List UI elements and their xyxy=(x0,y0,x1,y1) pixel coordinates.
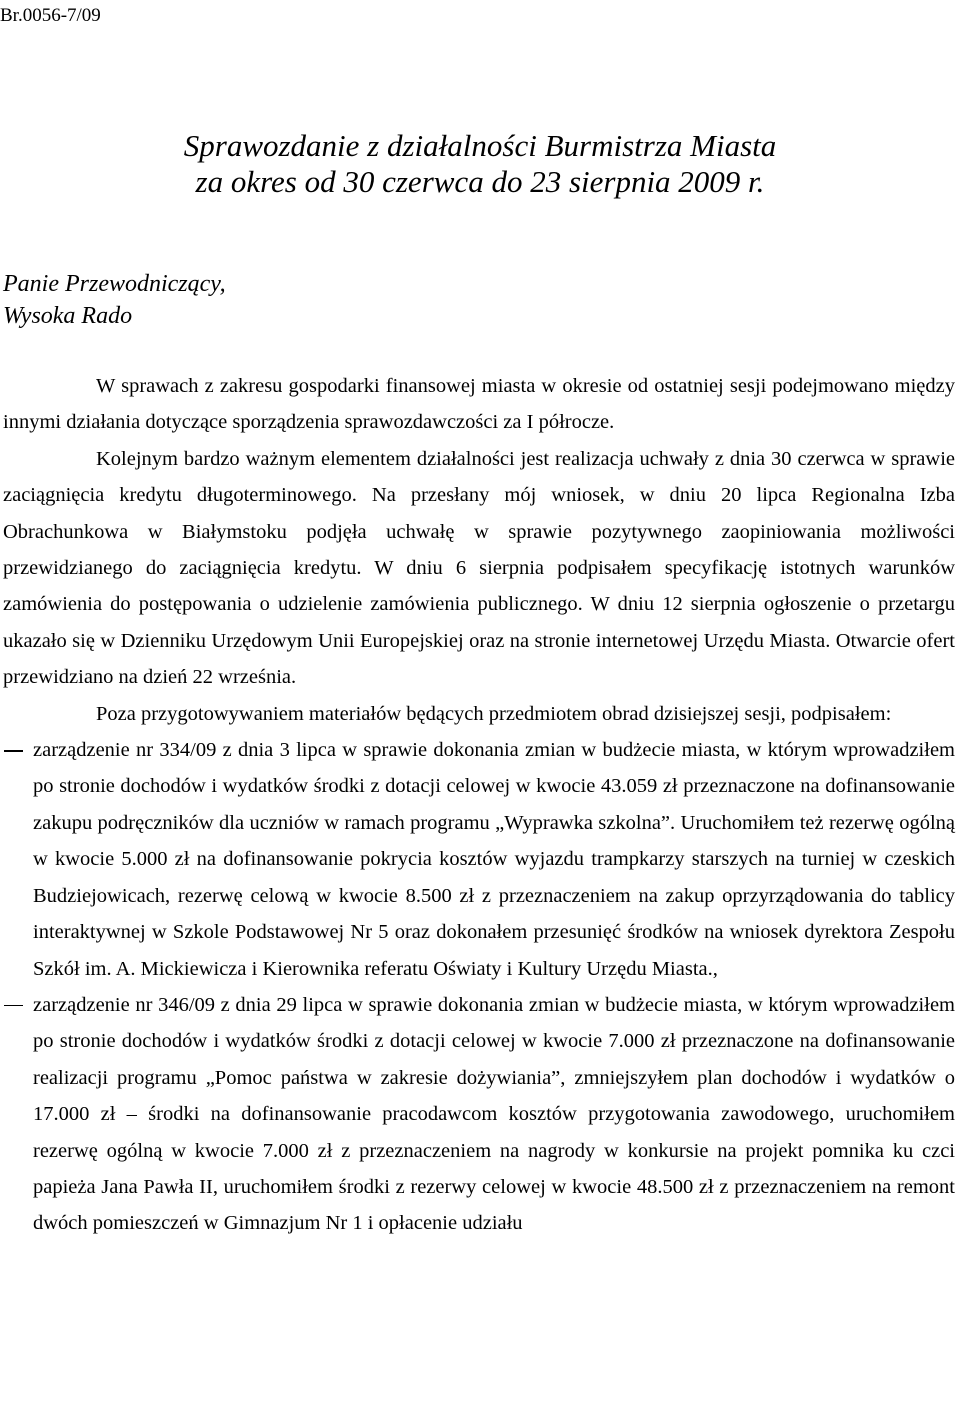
title-line-2: za okres od 30 czerwca do 23 sierpnia 2009 r. xyxy=(195,164,765,199)
list-item xyxy=(3,732,955,987)
paragraph-signed: Poza przygotowywaniem materiałów będących przedmiotem obrad dzisiejszej sesji, podpisałem: xyxy=(96,702,892,725)
ordinance-list xyxy=(3,732,955,1242)
salutation-line-2: Wysoka Rado xyxy=(3,303,133,329)
document-body xyxy=(3,368,955,1242)
title-line-1: Sprawozdanie z działalności Burmistrza Miasta xyxy=(183,128,777,163)
salutation-line-1: Panie Przewodniczący, xyxy=(3,271,226,297)
paragraph-finance: W sprawach z zakresu gospodarki finansowej miasta w okresie od ostatniej sesji podejmowano między innymi działania dotyczące sporządzenia sprawozdawczości za I półrocze. xyxy=(3,375,955,434)
paragraph-credit: Kolejnym bardzo ważnym elementem działalności jest realizacja uchwały z dnia 30 czerwca w sprawie zaciągnięcia kredytu długoterminowego. Na przesłany mój wniosek, w dniu 20 lipca Regionalna Izba Obrachunkowa w Białymstoku podjęła uchwałę w sprawie pozytywnego zaopiniowania możliwości przewidzianego do zaciągnięcia kredytu. W dniu 6 sierpnia podpisałem specyfikację istotnych warunków zamówienia do postępowania o udzielenie zamówienia publicznego. W dniu 12 sierpnia ogłoszenie o przetargu ukazało się w Dzienniku Urzędowym Unii Europejskiej oraz na stronie internetowej Urzędu Miasta. Otwarcie ofert przewidziano na dzień 22 września. xyxy=(3,447,955,689)
salutation xyxy=(3,268,226,332)
list-item xyxy=(3,987,955,1242)
list-item-text: zarządzenie nr 334/09 z dnia 3 lipca w sprawie dokonania zmian w budżecie miasta, w którym wprowadziłem po stronie dochodów i wydatków środki z dotacji celowej w kwocie 43.059 zł przeznaczone na dofinansowanie zakupu podręczników dla uczniów w ramach programu „Wyprawka szkolna”. Uruchomiłem też rezerwę ogólną w kwocie 5.000 zł na dofinansowanie pokrycia kosztów wyjazdu trampkarzy starszych na turniej w czeskich Budziejowicach, rezerwę celową w kwocie 8.500 zł z przeznaczeniem na zakup oprzyrządowania do tablicy interaktywnej w Szkole Podstawowej Nr 5 oraz dokonałem przesunięć środków na wniosek dyrektora Zespołu Szkół im. A. Mickiewicza i Kierownika referatu Oświaty i Kultury Urzędu Miasta., xyxy=(33,739,955,980)
document-number: Br.0056-7/09 xyxy=(0,5,101,26)
list-item-text: zarządzenie nr 346/09 z dnia 29 lipca w sprawie dokonania zmian w budżecie miasta, w którym wprowadziłem po stronie dochodów i wydatków środki z dotacji celowej w kwocie 7.000 zł przeznaczone na dofinansowanie realizacji programu „Pomoc państwa w zakresie dożywiania”, zmniejszyłem plan dochodów i wydatków o 17.000 zł – środki na dofinansowanie pracodawcom kosztów przygotowania zawodowego, uruchomiłem rezerwę ogólną w kwocie 7.000 zł z przeznaczeniem na nagrody w konkursie na projekt pomnika ku czci papieża Jana Pawła II, uruchomiłem środki z rezerwy celowej w kwocie 48.500 zł z przeznaczeniem na remont dwóch pomieszczeń w Gimnazjum Nr 1 i opłacenie udziału xyxy=(33,993,955,1235)
document-title xyxy=(0,128,960,200)
